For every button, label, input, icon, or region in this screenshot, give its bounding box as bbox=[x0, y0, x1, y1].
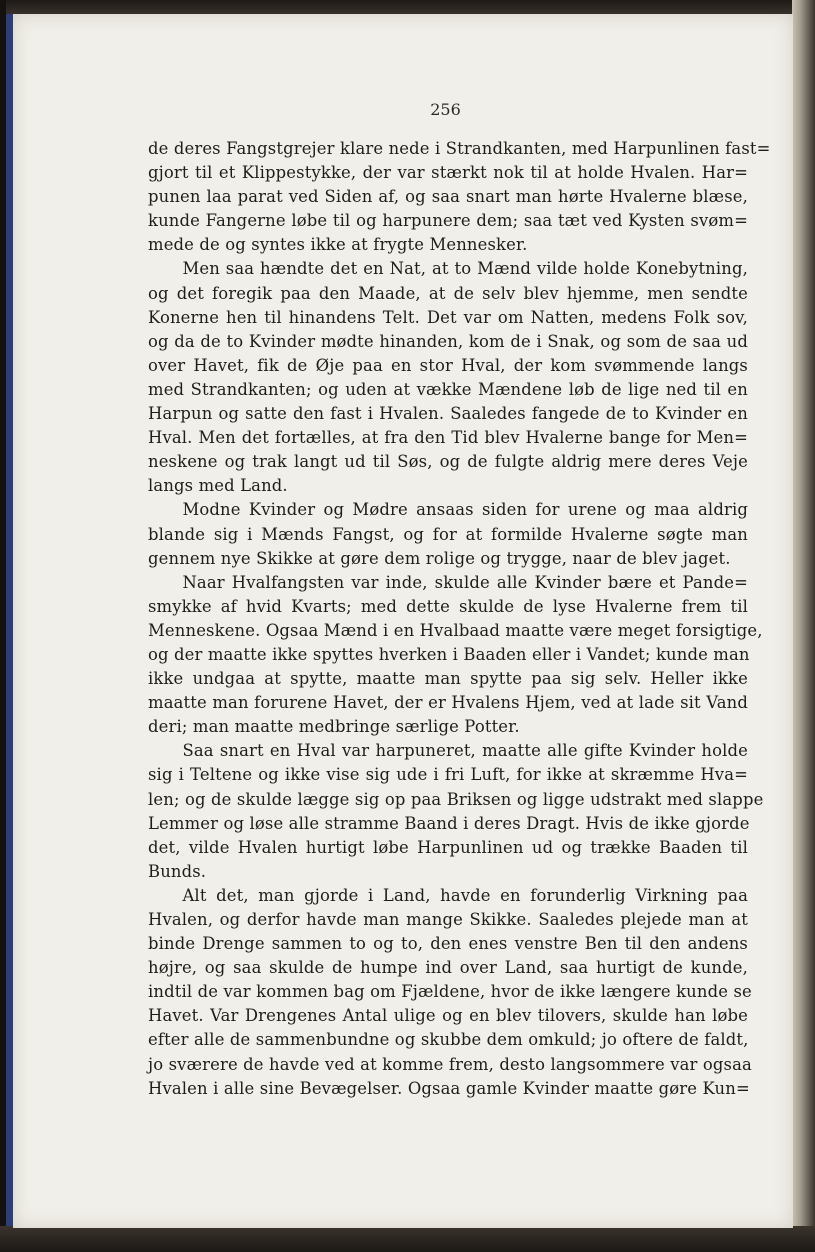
text-line: jo sværere de havde ved at komme frem, desto langsommere var ogsaa bbox=[148, 1054, 752, 1074]
text-line: Lemmer og løse alle stramme Baand i deres Dragt. Hvis de ikke gjorde bbox=[148, 813, 750, 833]
book-page bbox=[13, 14, 793, 1228]
text-line: de deres Fangstgrejer klare nede i Strandkanten, med Harpunlinen fast= bbox=[148, 139, 771, 158]
text-line: Havet. Var Drengenes Antal ulige og en blev tilovers, skulde han løbe bbox=[148, 1006, 748, 1026]
text-line: gjort til et Klippestykke, der var stærkt nok til at holde Hvalen. Har= bbox=[148, 163, 748, 183]
text-line: blande sig i Mænds Fangst, og for at formilde Hvalerne søgte man bbox=[148, 524, 748, 544]
text-line: maatte man forurene Havet, der er Hvalens Hjem, ved at lade sit Vand bbox=[148, 693, 748, 713]
text-line: neskene og trak langt ud til Søs, og de fulgte aldrig mere deres Veje bbox=[148, 452, 748, 472]
paragraph bbox=[148, 884, 752, 1101]
text-line: len; og de skulde lægge sig op paa Briksen og ligge udstrakt med slappe bbox=[148, 789, 764, 809]
text-line: ikke undgaa at spytte, maatte man spytte paa sig selv. Heller ikke bbox=[148, 669, 748, 689]
text-line: og da de to Kvinder mødte hinanden, kom de i Snak, og som de saa ud bbox=[148, 331, 748, 351]
text-line: binde Drenge sammen to og to, den enes venstre Ben til den andens bbox=[148, 934, 748, 954]
scan-bottom-edge bbox=[0, 1226, 815, 1252]
text-line: Hval. Men det fortælles, at fra den Tid blev Hvalerne bange for Men= bbox=[148, 428, 748, 448]
text-line: langs med Land. bbox=[148, 476, 288, 496]
text-line: Harpun og satte den fast i Hvalen. Saaledes fangede de to Kvinder en bbox=[148, 404, 748, 424]
text-line: Men saa hændte det en Nat, at to Mænd vilde holde Konebytning, bbox=[182, 259, 748, 279]
text-line: og det foregik paa den Maade, at de selv blev hjemme, men sendte bbox=[148, 283, 748, 303]
text-line: gennem nye Skikke at gøre dem rolige og trygge, naar de blev jaget. bbox=[148, 548, 731, 568]
text-line: sig i Teltene og ikke vise sig ude i fri Luft, for ikke at skræmme Hva= bbox=[148, 765, 748, 785]
text-line: og der maatte ikke spyttes hverken i Baaden eller i Vandet; kunde man bbox=[148, 644, 750, 664]
text-line: Menneskene. Ogsaa Mænd i en Hvalbaad maatte være meget forsigtige, bbox=[148, 620, 763, 640]
text-line: over Havet, fik de Øje paa en stor Hval, der kom svømmende langs bbox=[148, 355, 748, 375]
page-number: 256 bbox=[430, 100, 461, 119]
text-line: kunde Fangerne løbe til og harpunere dem; saa tæt ved Kysten svøm= bbox=[148, 211, 748, 231]
book-spine bbox=[792, 0, 815, 1252]
paragraph bbox=[148, 571, 763, 740]
text-line: indtil de var kommen bag om Fjældene, hvor de ikke længere kunde se bbox=[148, 982, 752, 1002]
paragraph bbox=[148, 498, 748, 570]
text-line: efter alle de sammenbundne og skubbe dem omkuld; jo oftere de faldt, bbox=[148, 1030, 749, 1050]
text-line: punen laa parat ved Siden af, og saa snart man hørte Hvalerne blæse, bbox=[148, 187, 748, 207]
text-line: Naar Hvalfangsten var inde, skulde alle Kvinder bære et Pande= bbox=[182, 572, 748, 592]
paragraph bbox=[148, 137, 771, 257]
text-line: Alt det, man gjorde i Land, havde en forunderlig Virkning paa bbox=[182, 885, 748, 905]
paragraph bbox=[148, 257, 748, 498]
text-line: Saa snart en Hval var harpuneret, maatte alle gifte Kvinder holde bbox=[182, 741, 748, 761]
text-line: Bunds. bbox=[148, 861, 207, 881]
text-line: højre, og saa skulde de humpe ind over Land, saa hurtigt de kunde, bbox=[148, 958, 748, 978]
text-line: mede de og syntes ikke at frygte Mennesker. bbox=[148, 235, 528, 255]
text-line: deri; man maatte medbringe særlige Potter. bbox=[148, 717, 520, 737]
paragraph bbox=[148, 739, 764, 884]
text-line: Modne Kvinder og Mødre ansaas siden for urene og maa aldrig bbox=[182, 500, 748, 520]
text-line: med Strandkanten; og uden at vække Mændene løb de lige ned til en bbox=[148, 379, 748, 399]
body-text bbox=[148, 137, 771, 1101]
text-line: smykke af hvid Kvarts; med dette skulde de lyse Hvalerne frem til bbox=[148, 596, 748, 616]
text-line: Hvalen, og derfor havde man mange Skikke. Saaledes plejede man at bbox=[148, 910, 748, 929]
text-line: det, vilde Hvalen hurtigt løbe Harpunlinen ud og trække Baaden til bbox=[148, 837, 748, 857]
text-line: Hvalen i alle sine Bevægelser. Ogsaa gamle Kvinder maatte gøre Kun= bbox=[148, 1078, 750, 1098]
text-line: Konerne hen til hinandens Telt. Det var om Natten, medens Folk sov, bbox=[148, 307, 748, 327]
